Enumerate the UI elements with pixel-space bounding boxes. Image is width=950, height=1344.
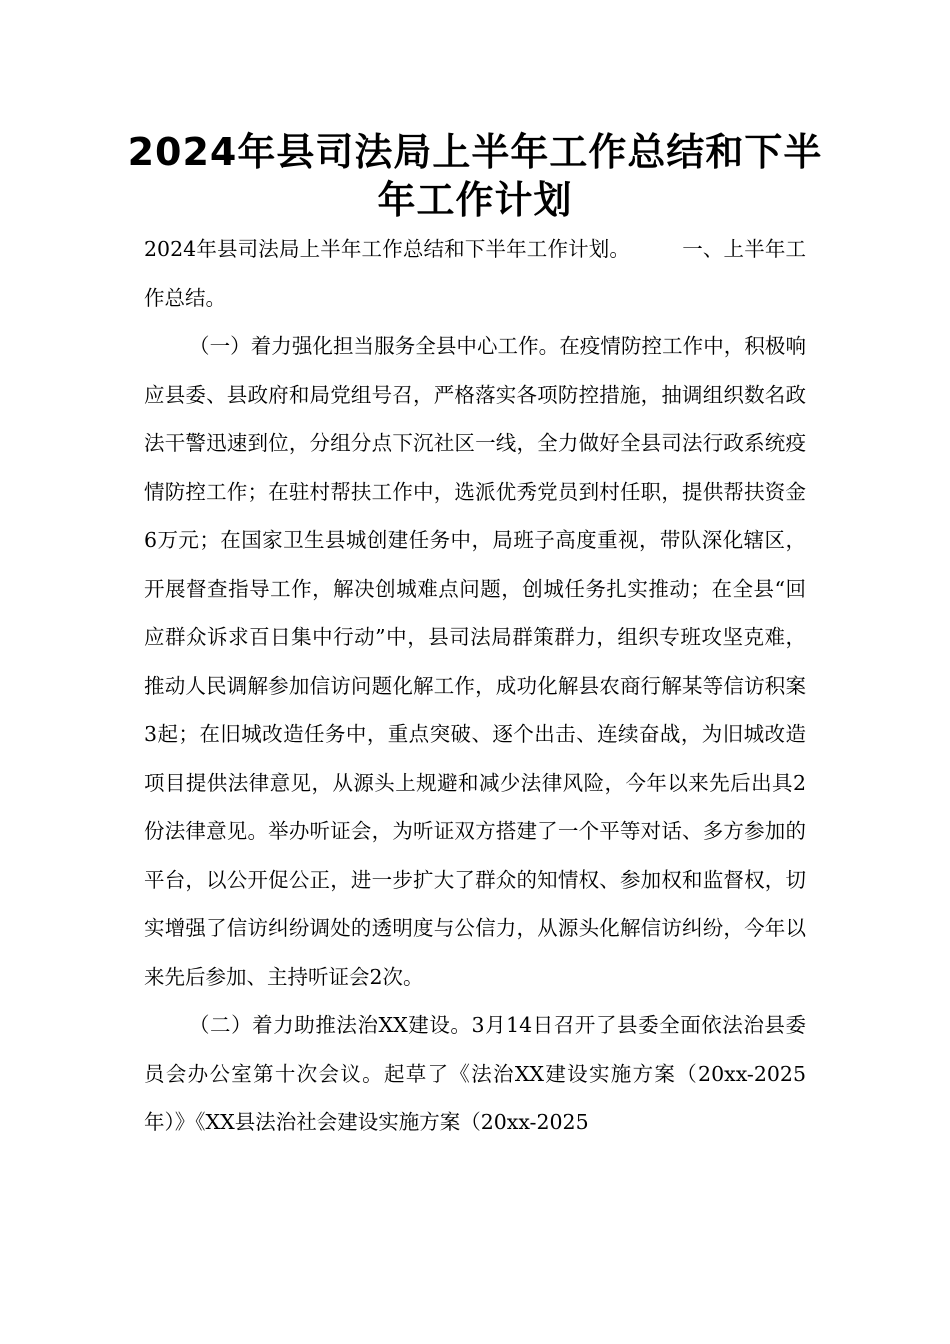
document-body bbox=[144, 225, 806, 1147]
document-title: 2024年县司法局上半年工作总结和下半年工作计划 bbox=[127, 130, 823, 222]
intro-paragraph bbox=[144, 225, 806, 322]
section-heading: 一、上半年工作总结。 bbox=[144, 237, 807, 310]
intro-sentence: 2024年县司法局上半年工作总结和下半年工作计划。 bbox=[144, 237, 631, 261]
paragraph-2: （二）着力助推法治XX建设。3月14日召开了县委全面依法治县委员会办公室第十次会议。起草了《法治XX建设实施方案（20xx-2025年）》《XX县法治社会建设实施方案（20xx-2025 bbox=[144, 1013, 806, 1134]
paragraph-1: （一）着力强化担当服务全县中心工作。在疫情防控工作中，积极响应县委、县政府和局党组号召，严格落实各项防控措施，抽调组织数名政法干警迅速到位，分组分点下沉社区一线，全力做好全县司法行政系统疫情防控工作；在驻村帮扶工作中，选派优秀党员到村任职，提供帮扶资金6万元；在国家卫生县城创建任务中，局班子高度重视，带队深化辖区，开展督查指导工作，解决创城难点问题，创城任务扎实推动；在全县“回应群众诉求百日集中行动”中，县司法局群策群力，组织专班攻坚克难，推动人民调解参加信访问题化解工作，成功化解县农商行解某等信访积案3起；在旧城改造任务中，重点突破、逐个出击、连续奋战，为旧城改造项目提供法律意见，从源头上规避和减少法律风险，今年以来先后出具2份法律意见。举办听证会，为听证双方搭建了一个平等对话、多方参加的平台，以公开促公正，进一步扩大了群众的知情权、参加权和监督权，切实增强了信访纠纷调处的透明度与公信力，从源头化解信访纠纷，今年以来先后参加、主持听证会2次。 bbox=[144, 334, 806, 989]
